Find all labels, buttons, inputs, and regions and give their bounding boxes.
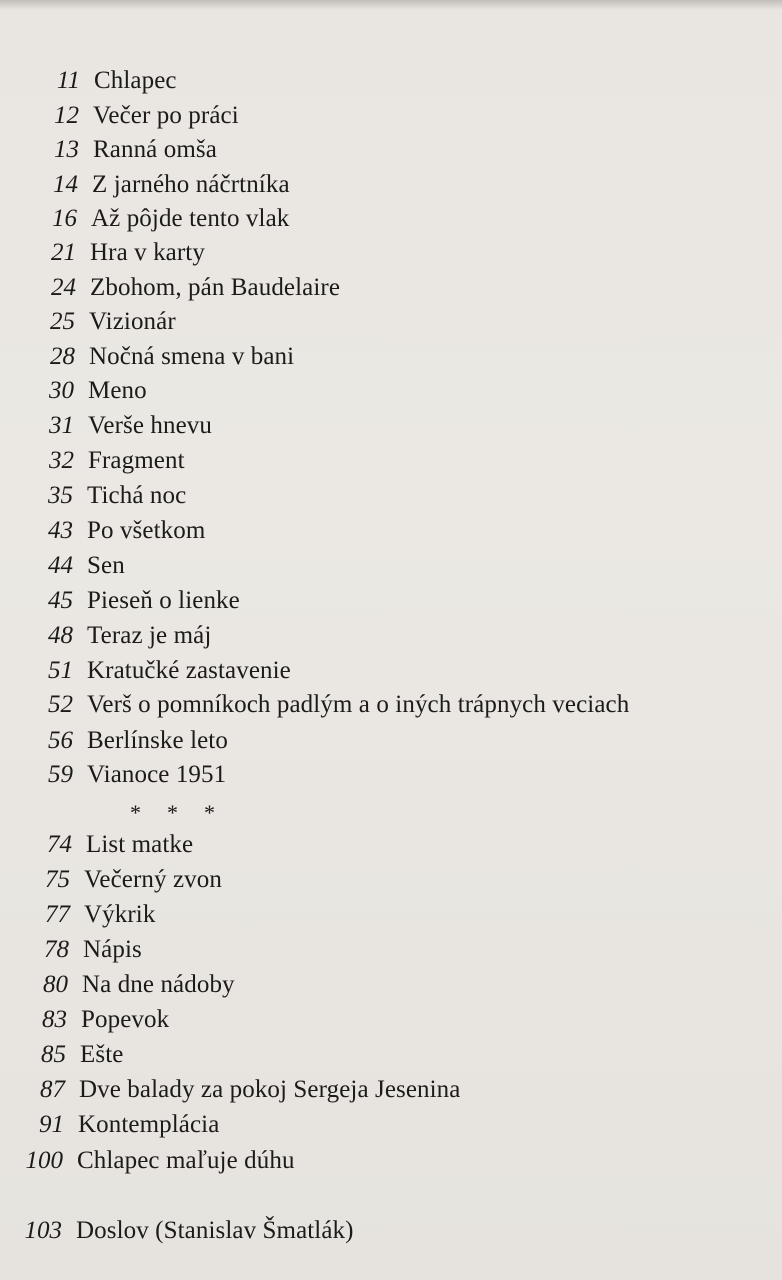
poem-title: Pieseň o lienke [87,587,240,614]
page-number: 31 [49,412,74,439]
page-number: 103 [24,1217,62,1244]
toc-entry [21,342,294,372]
page-number: 85 [41,1041,66,1068]
poem-title: Výkrik [84,901,156,928]
toc-entry [22,273,340,303]
poem-title: Vizionár [89,308,176,335]
page-number: 11 [56,67,80,94]
toc-entry [20,446,185,476]
toc-entry [9,1146,295,1176]
page-number: 43 [48,517,73,544]
poem-title: Kontemplácia [78,1111,220,1138]
toc-entry [13,1005,169,1035]
page-number: 74 [47,831,72,858]
poem-title: Ešte [80,1041,124,1068]
page-number: 87 [40,1076,65,1103]
toc-entry [20,411,212,441]
toc-entry [19,481,186,511]
poem-title: Až pôjde tento vlak [91,205,290,232]
poem-title: List matke [86,831,194,858]
toc-entry [19,726,228,756]
poem-title: Večer po práci [93,102,239,129]
poem-title: Ranná omša [93,136,217,163]
page-number: 32 [49,447,74,474]
page-number: 75 [45,866,70,893]
poem-title: Chlapec [94,67,177,94]
page-number: 56 [48,727,73,754]
poem-title: Nápis [83,936,142,963]
page-number: 35 [48,482,73,509]
page-number: 13 [54,136,79,163]
poem-title: Dve balady za pokoj Sergeja Jesenina [79,1076,461,1103]
poem-title: Tichá noc [87,482,187,509]
page-number: 21 [51,239,76,266]
toc-entry [19,690,629,720]
poem-title: Vianoce 1951 [87,761,227,788]
toc-entry [15,935,142,965]
page-number: 48 [48,622,73,649]
page-number: 12 [54,102,79,129]
page-number: 51 [48,657,73,684]
toc-entry [23,204,289,234]
toc-entry [26,66,177,96]
poem-title: Verše hnevu [88,412,212,439]
toc-entry [19,516,205,546]
poem-title: Verš o pomníkoch padlým a o iných trápnych veciach [87,691,630,718]
poem-title: Meno [88,377,147,404]
toc-entry [18,830,193,860]
page-number: 25 [50,308,75,335]
toc-entry [16,900,155,930]
poem-title: Večerný zvon [84,866,222,893]
toc-entry [16,865,222,895]
toc-entry [25,135,217,165]
toc-entry [20,376,147,406]
toc-entry [19,656,291,686]
toc-entry [11,1075,460,1105]
toc-entry [24,170,290,200]
toc-entry [19,551,125,581]
poem-title: Hra v karty [90,239,205,266]
poem-title: Kratučké zastavenie [87,657,291,684]
page-number: 91 [39,1111,64,1138]
page-number: 59 [48,761,73,788]
poem-title: Teraz je máj [87,622,212,649]
toc-entry [22,238,205,268]
toc-entry [19,621,211,651]
poem-title: Sen [87,552,125,579]
page-number: 45 [48,587,73,614]
page-number: 100 [25,1147,63,1174]
page-number: 28 [50,343,75,370]
poem-title: Na dne nádoby [82,971,235,998]
poem-title: Popevok [81,1006,170,1033]
poem-title: Chlapec maľuje dúhu [77,1147,295,1174]
section-separator: *** [130,800,241,825]
afterword-title: Doslov (Stanislav Šmatlák) [76,1217,354,1244]
page-edge-shadow [0,0,782,10]
page-number: 44 [48,552,73,579]
toc-entry [10,1110,219,1140]
page-number: 83 [42,1006,67,1033]
toc-entry [14,970,235,1000]
page-number: 14 [53,171,78,198]
toc-entry [19,760,226,790]
page-number: 30 [49,377,74,404]
toc-entry [19,586,240,616]
poem-title: Z jarného náčrtníka [92,171,290,198]
poem-title: Zbohom, pán Baudelaire [90,274,341,301]
page-number: 77 [45,901,70,928]
toc-entry [25,101,239,131]
poem-title: Po všetkom [87,517,206,544]
page-number: 52 [48,691,73,718]
poem-title: Berlínske leto [87,727,228,754]
page-number: 16 [52,205,77,232]
page-number: 24 [51,274,76,301]
toc-entry [12,1040,123,1070]
poem-title: Fragment [88,447,185,474]
toc-entry-afterword [8,1216,354,1246]
poem-title: Nočná smena v bani [89,343,295,370]
page-number: 78 [44,936,69,963]
page-number: 80 [43,971,68,998]
toc-entry [21,307,176,337]
